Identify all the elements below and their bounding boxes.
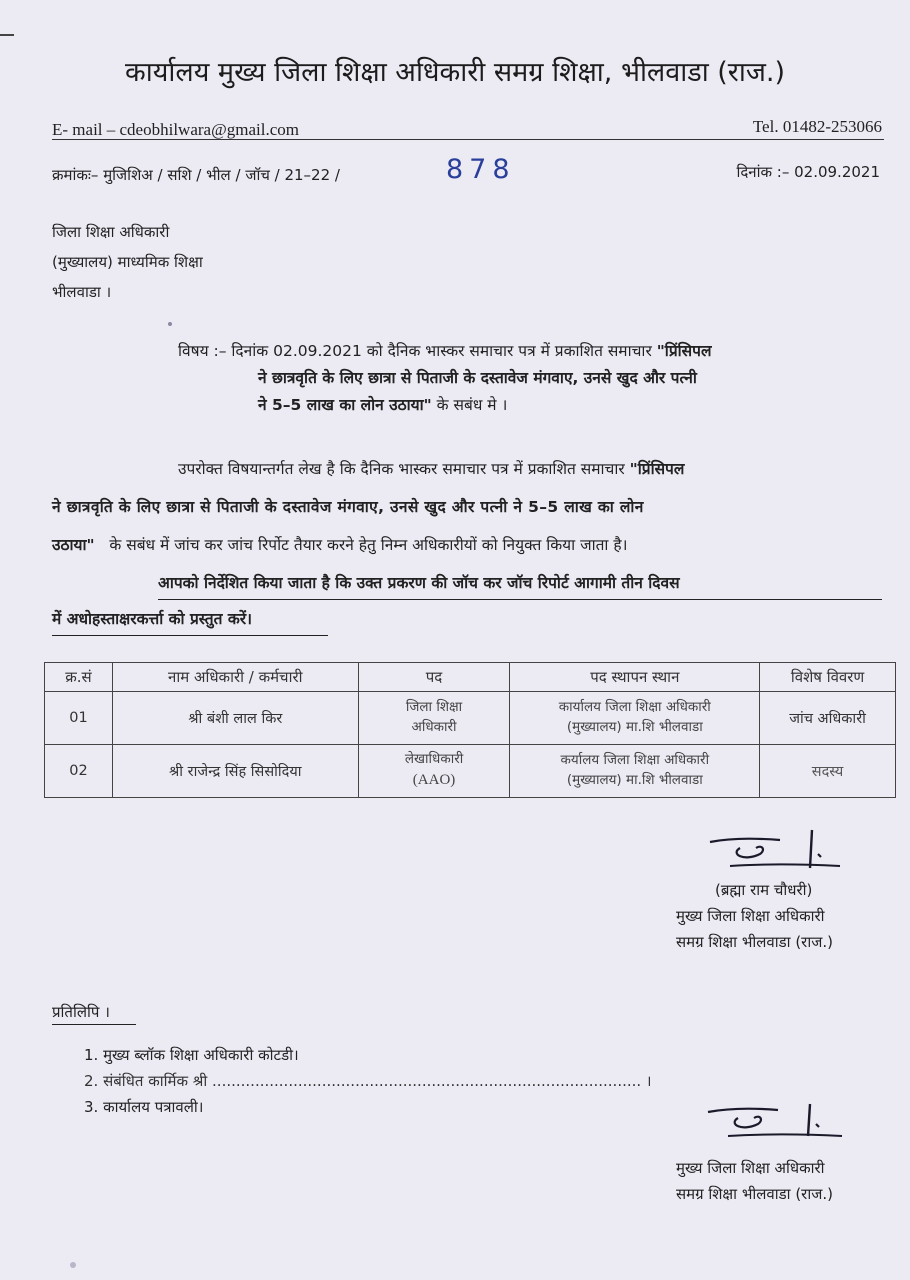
signature-2-image	[702, 1102, 852, 1142]
row-post-line-1: जिला शिक्षा	[405, 699, 463, 716]
row-post-line-2: (AAO)	[412, 771, 456, 788]
copy-item-2: 2. संबंधित कार्मिक श्री .......................................................................................... ।	[84, 1072, 652, 1090]
table-row	[45, 745, 896, 798]
subject-line-3	[258, 398, 507, 414]
header-rule	[52, 139, 884, 140]
subject-line-1	[178, 344, 711, 360]
copy-heading-underline	[52, 1024, 136, 1025]
row-sno: 02	[45, 745, 113, 798]
row-name: श्री राजेन्द्र सिंह सिसोदिया	[112, 745, 358, 798]
row-post	[358, 745, 510, 798]
subject-line-1-bold: "प्रिंसिपल	[656, 342, 712, 360]
body-p1-line-2: ने छात्रवृति के लिए छात्रा से पिताजी के दस्तावेज मंगवाए, उनसे खुद और पत्नी ने 5–5 लाख का लोन	[52, 498, 644, 516]
copy-heading: प्रतिलिपि ।	[52, 1003, 110, 1021]
addressee-line-2: (मुख्यालय) माध्यमिक शिक्षा	[52, 253, 203, 271]
body-p2-underline-1	[158, 599, 882, 600]
row-post	[358, 692, 510, 745]
row-place	[510, 745, 760, 798]
tel-line: Tel. 01482-253066	[752, 117, 882, 136]
header-remark: विशेष विवरण	[760, 663, 896, 692]
body-p1-line-3-plain: के सबंध में जांच कर जांच रिर्पोट तैयार करने हेतु निम्न अधिकारीयों को नियुक्त किया जाता है।	[109, 536, 628, 554]
subject-line-1-plain: विषय :– दिनांक 02.09.2021 को दैनिक भास्कर समाचार पत्र में प्रकाशित समाचार	[178, 342, 652, 360]
row-place	[510, 692, 760, 745]
paper-speck	[168, 322, 172, 326]
signatory-name: (ब्रह्मा राम चौधरी)	[715, 881, 813, 899]
table-row	[45, 692, 896, 745]
body-p1-line-3	[52, 538, 627, 554]
body-p1-line-1-plain: उपरोक्त विषयान्तर्गत लेख है कि दैनिक भास्कर समाचार पत्र में प्रकाशित समाचार	[178, 460, 625, 478]
row-name: श्री बंशी लाल किर	[112, 692, 358, 745]
officer-table	[44, 662, 896, 798]
header-place: पद स्थापन स्थान	[510, 663, 760, 692]
body-p1-line-1	[178, 462, 684, 478]
subject-line-3-bold: ने 5–5 लाख का लोन उठाया"	[258, 396, 432, 414]
signature-1-image	[700, 824, 850, 872]
row-post-line-1: लेखाधिकारी	[404, 751, 464, 768]
row-post-line-2: अधिकारी	[411, 719, 457, 735]
signatory-designation: मुख्य जिला शिक्षा अधिकारी	[676, 907, 825, 925]
office-title: कार्यालय मुख्य जिला शिक्षा अधिकारी समग्र शिक्षा, भीलवाडा (राज.)	[125, 57, 785, 88]
header-name: नाम अधिकारी / कर्मचारी	[112, 663, 358, 692]
copy-item-1: 1. मुख्य ब्लॉक शिक्षा अधिकारी कोटडी।	[84, 1046, 299, 1064]
row-place-line-1: कर्यालय जिला शिक्षा अधिकारी	[560, 752, 710, 769]
body-p1-line-3-bold: उठाया"	[52, 536, 95, 554]
row-place-line-2: (मुख्यालय) मा.शि भीलवाडा	[566, 772, 703, 788]
body-p2-line-2: में अधोहस्ताक्षरकर्त्ता को प्रस्तुत करें।	[52, 610, 252, 628]
addressee-line-3: भीलवाडा ।	[52, 283, 112, 301]
signatory-2-office: समग्र शिक्षा भीलवाडा (राज.)	[676, 1185, 833, 1203]
row-sno: 01	[45, 692, 113, 745]
header-sno: क्र.सं	[45, 663, 113, 692]
copy-item-3: 3. कार्यालय पत्रावली।	[84, 1098, 204, 1116]
row-place-line-1: कार्यालय जिला शिक्षा अधिकारी	[558, 699, 711, 716]
body-p2-line-1: आपको निर्देशित किया जाता है कि उक्त प्रकरण की जॉच कर जॉच रिपोर्ट आगामी तीन दिवस	[158, 574, 680, 592]
email-line: E- mail – cdeobhilwara@gmail.com	[52, 120, 299, 139]
subject-line-3-plain: के सबंध मे ।	[431, 396, 508, 414]
header-post: पद	[358, 663, 510, 692]
row-remark: जांच अधिकारी	[760, 692, 896, 745]
paper-speck	[70, 1262, 76, 1268]
subject-line-2: ने छात्रवृति के लिए छात्रा से पिताजी के दस्तावेज मंगवाए, उनसे खुद और पत्नी	[258, 369, 697, 387]
ref-date: दिनांक :– 02.09.2021	[736, 163, 880, 181]
table-header-row	[45, 663, 896, 692]
body-p1-line-1-bold: "प्रिंसिपल	[629, 460, 685, 478]
row-remark: सदस्य	[760, 745, 896, 798]
signatory-2-designation: मुख्य जिला शिक्षा अधिकारी	[676, 1159, 825, 1177]
signatory-office: समग्र शिक्षा भीलवाडा (राज.)	[676, 933, 833, 951]
row-place-line-2: (मुख्यालय) मा.शि भीलवाडा	[566, 719, 703, 735]
edge-mark	[0, 34, 14, 36]
body-p2-underline-2	[52, 635, 328, 636]
ref-number-label: क्रमांकः– मुजिशिअ / सशि / भील / जॉच / 21–22 /	[52, 166, 340, 184]
handwritten-ref-number: 878	[446, 154, 516, 185]
addressee-line-1: जिला शिक्षा अधिकारी	[52, 223, 170, 241]
